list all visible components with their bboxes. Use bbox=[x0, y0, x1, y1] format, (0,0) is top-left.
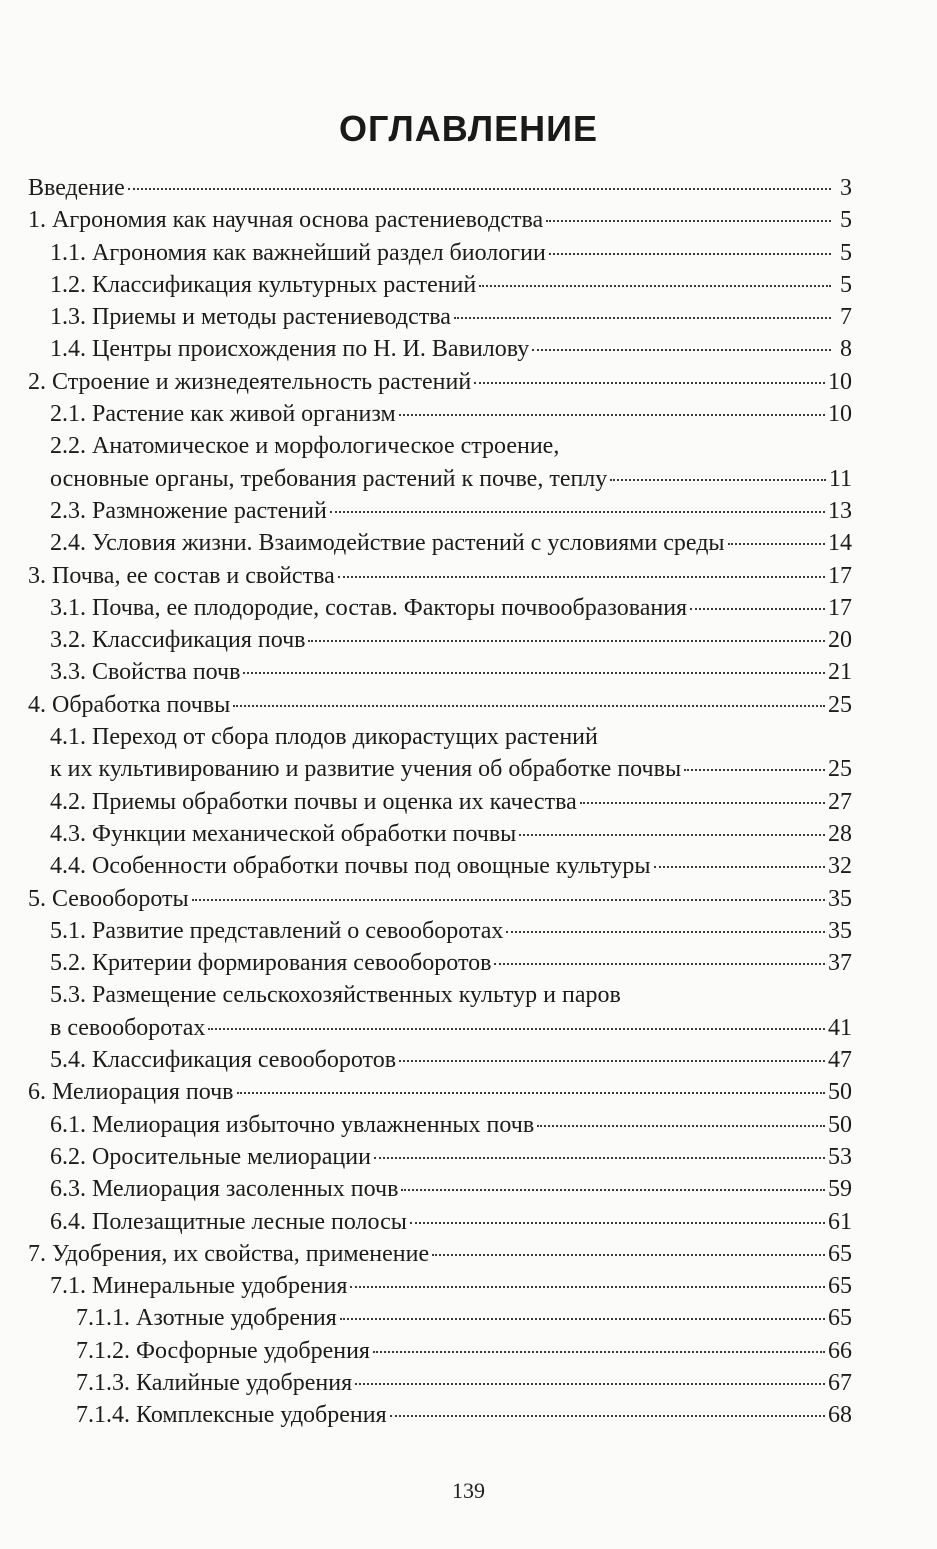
toc-entry-page: 21 bbox=[828, 659, 852, 686]
toc-entry-row bbox=[50, 753, 852, 785]
toc-entry-row bbox=[50, 301, 852, 333]
toc-entry-row bbox=[50, 1173, 852, 1205]
toc-entry-page: 68 bbox=[828, 1402, 852, 1429]
dot-leader bbox=[519, 834, 825, 836]
toc-entry-page: 53 bbox=[828, 1143, 852, 1170]
toc-entry-title: 3. Почва, ее состав и свойства bbox=[28, 562, 335, 589]
toc-entry bbox=[28, 301, 852, 333]
toc-entry-row bbox=[50, 495, 852, 527]
dot-leader bbox=[401, 1189, 825, 1191]
toc-entry-row bbox=[50, 398, 852, 430]
toc-entry-page: 50 bbox=[828, 1079, 852, 1106]
toc-entry-title: 1.1. Агрономия как важнейший раздел биологии bbox=[50, 239, 546, 266]
toc-entry-row bbox=[50, 430, 852, 462]
toc-entry bbox=[28, 721, 852, 753]
toc-entry-title: 7.1.3. Калийные удобрения bbox=[76, 1369, 353, 1396]
toc-entry-title: в севооборотах bbox=[50, 1014, 206, 1041]
toc-entry-row bbox=[28, 1076, 852, 1108]
dot-leader bbox=[340, 1318, 825, 1320]
toc-entry-title: 6.1. Мелиорация избыточно увлажненных почв bbox=[50, 1111, 535, 1138]
toc-entry-row bbox=[28, 1238, 852, 1270]
toc-entry-row bbox=[50, 656, 852, 688]
toc-entry-row bbox=[50, 592, 852, 624]
toc-entry-title: 3.2. Классификация почв bbox=[50, 627, 306, 654]
toc-entry-page: 65 bbox=[828, 1240, 852, 1267]
toc-entry bbox=[28, 1238, 852, 1270]
toc-entry bbox=[28, 818, 852, 850]
toc-entry bbox=[28, 624, 852, 656]
toc-entry-row bbox=[50, 721, 852, 753]
toc-entry-title: 2.3. Размножение растений bbox=[50, 497, 327, 524]
dot-leader bbox=[580, 802, 825, 804]
toc-entry-page: 5 bbox=[840, 271, 852, 298]
toc-entry-page: 13 bbox=[828, 497, 852, 524]
toc-entry-title: 1.2. Классификация культурных растений bbox=[50, 271, 477, 298]
dot-leader bbox=[728, 543, 825, 545]
toc-entry bbox=[28, 947, 852, 979]
toc-entry bbox=[28, 1302, 852, 1334]
toc-entry bbox=[28, 333, 852, 365]
toc-entry-row bbox=[76, 1399, 852, 1431]
toc-entry-row bbox=[50, 1270, 852, 1302]
toc-entry-row bbox=[50, 947, 852, 979]
dot-leader bbox=[684, 769, 825, 771]
toc-entry-row bbox=[50, 527, 852, 559]
page-number: 139 bbox=[452, 1478, 485, 1503]
toc-entry bbox=[28, 1044, 852, 1076]
toc-entry-row bbox=[50, 237, 852, 269]
dot-leader bbox=[237, 1092, 826, 1094]
toc-entry-title: 7.1.1. Азотные удобрения bbox=[76, 1305, 337, 1332]
dot-leader bbox=[454, 317, 831, 319]
dot-leader bbox=[243, 672, 825, 674]
toc-entry-row bbox=[50, 269, 852, 301]
toc-entry-title: 1.3. Приемы и методы растениеводства bbox=[50, 304, 451, 331]
toc-entry-title: 2. Строение и жизнедеятельность растений bbox=[28, 368, 472, 395]
toc-entry-title: 4.2. Приемы обработки почвы и оценка их качества bbox=[50, 788, 577, 815]
toc-entry-page: 25 bbox=[828, 691, 852, 718]
toc-entry-row bbox=[50, 1012, 852, 1044]
toc-entry-page: 7 bbox=[840, 304, 852, 331]
toc-entry-title: к их культивированию и развитие учения об обработке почвы bbox=[50, 756, 682, 783]
toc-entry-title: 5. Севообороты bbox=[28, 885, 189, 912]
toc-entry-title: 6.4. Полезащитные лесные полосы bbox=[50, 1208, 407, 1235]
toc-entry bbox=[28, 1173, 852, 1205]
toc-entry bbox=[28, 850, 852, 882]
toc-entry-title: 4.3. Функции механической обработки почвы bbox=[50, 820, 517, 847]
toc-entry bbox=[28, 495, 852, 527]
dot-leader bbox=[338, 576, 825, 578]
toc-entry-title: 4.4. Особенности обработки почвы под овощные культуры bbox=[50, 853, 651, 880]
dot-leader bbox=[474, 382, 825, 384]
dot-leader bbox=[373, 1351, 825, 1353]
dot-leader bbox=[390, 1415, 825, 1417]
dot-leader bbox=[410, 1222, 825, 1224]
toc-entry-title: 4.1. Переход от сбора плодов дикорастущих растений bbox=[50, 724, 598, 751]
toc-entry bbox=[28, 560, 852, 592]
dot-leader bbox=[654, 866, 825, 868]
toc-entry-title: 2.4. Условия жизни. Взаимодействие растений с условиями среды bbox=[50, 530, 725, 557]
toc-entry-page: 59 bbox=[828, 1176, 852, 1203]
toc-entry-row bbox=[50, 818, 852, 850]
toc-entry-row bbox=[50, 1109, 852, 1141]
toc-entry bbox=[28, 1109, 852, 1141]
toc-entry-page: 65 bbox=[828, 1305, 852, 1332]
dot-leader bbox=[610, 479, 826, 481]
toc-entry bbox=[28, 592, 852, 624]
toc-entry bbox=[28, 237, 852, 269]
toc-entry-title: 5.4. Классификация севооборотов bbox=[50, 1047, 397, 1074]
toc-entry-title: 5.1. Развитие представлений о севооборотах bbox=[50, 917, 504, 944]
toc-entry-page: 65 bbox=[828, 1273, 852, 1300]
toc-entry bbox=[28, 204, 852, 236]
toc-entry-page: 10 bbox=[828, 368, 852, 395]
toc-entry-page: 10 bbox=[828, 401, 852, 428]
dot-leader bbox=[399, 1060, 825, 1062]
toc-entry bbox=[28, 1335, 852, 1367]
toc-entry bbox=[28, 172, 852, 204]
toc-entry-page: 3 bbox=[840, 175, 852, 201]
toc-entry-row bbox=[28, 689, 852, 721]
toc-entry-page: 25 bbox=[828, 756, 852, 783]
toc-entry bbox=[28, 1076, 852, 1108]
toc-entry-title: 2.2. Анатомическое и морфологическое строение, bbox=[50, 433, 560, 460]
toc-entry-row bbox=[28, 204, 852, 236]
dot-leader bbox=[233, 705, 825, 707]
toc-entry-page: 50 bbox=[828, 1111, 852, 1138]
toc-entry-row bbox=[50, 1044, 852, 1076]
toc-entry bbox=[28, 753, 852, 785]
toc-entry-row bbox=[28, 560, 852, 592]
toc-entry-row bbox=[28, 172, 852, 204]
toc-entry bbox=[28, 1399, 852, 1431]
dot-leader bbox=[546, 220, 831, 222]
dot-leader bbox=[330, 511, 825, 513]
dot-leader bbox=[532, 349, 831, 351]
dot-leader bbox=[355, 1383, 825, 1385]
toc-entry bbox=[28, 269, 852, 301]
toc-entry-row bbox=[50, 850, 852, 882]
toc-entry bbox=[28, 979, 852, 1011]
toc-entry-page: 8 bbox=[840, 336, 852, 363]
dot-leader bbox=[549, 253, 831, 255]
dot-leader bbox=[399, 414, 825, 416]
toc-entry bbox=[28, 689, 852, 721]
toc-entry bbox=[28, 398, 852, 430]
toc-entry-page: 35 bbox=[828, 917, 852, 944]
toc-entry-page: 17 bbox=[828, 562, 852, 589]
toc-entry-page: 17 bbox=[828, 594, 852, 621]
toc-entry-row bbox=[50, 1206, 852, 1238]
toc-entry-page: 35 bbox=[828, 885, 852, 912]
toc-entry-row bbox=[50, 624, 852, 656]
toc-entry bbox=[28, 1012, 852, 1044]
dot-leader bbox=[506, 931, 825, 933]
dot-leader bbox=[479, 285, 831, 287]
dot-leader bbox=[192, 899, 825, 901]
toc-entry-title: 4. Обработка почвы bbox=[28, 691, 231, 718]
toc-entry bbox=[28, 1367, 852, 1399]
toc-entry bbox=[28, 1141, 852, 1173]
toc-entry-page: 5 bbox=[840, 207, 852, 234]
toc-entry-title: 5.2. Критерии формирования севооборотов bbox=[50, 950, 492, 977]
toc-entry-title: 7.1.4. Комплексные удобрения bbox=[76, 1402, 387, 1429]
toc-entry-page: 28 bbox=[828, 820, 852, 847]
toc-entry-page: 67 bbox=[828, 1369, 852, 1396]
toc-entry-page: 37 bbox=[828, 950, 852, 977]
toc-entry-title: 3.1. Почва, ее плодородие, состав. Факторы почвообразования bbox=[50, 594, 688, 621]
toc-entry-row bbox=[76, 1302, 852, 1334]
toc-entry-title: 7. Удобрения, их свойства, применение bbox=[28, 1240, 430, 1267]
toc-entry bbox=[28, 656, 852, 688]
toc-entry-row bbox=[76, 1367, 852, 1399]
toc-entry bbox=[28, 527, 852, 559]
toc-entry-title: Введение bbox=[28, 175, 125, 201]
page-title: ОГЛАВЛЕНИЕ bbox=[338, 108, 599, 149]
toc-entry-page: 47 bbox=[828, 1047, 852, 1074]
dot-leader bbox=[494, 963, 825, 965]
toc-entry-title: 2.1. Растение как живой организм bbox=[50, 401, 396, 428]
dot-leader bbox=[308, 640, 825, 642]
toc-entry-page: 41 bbox=[828, 1014, 852, 1041]
toc-entry bbox=[28, 786, 852, 818]
toc-entry-title: основные органы, требования растений к почве, теплу bbox=[50, 465, 608, 492]
toc-entry-page: 20 bbox=[828, 627, 852, 654]
toc-entry-page: 14 bbox=[828, 530, 852, 557]
dot-leader bbox=[374, 1157, 825, 1159]
toc-entry bbox=[28, 883, 852, 915]
toc-entry-title: 7.1.2. Фосфорные удобрения bbox=[76, 1337, 370, 1364]
toc-entry bbox=[28, 915, 852, 947]
toc-entry-title: 7.1. Минеральные удобрения bbox=[50, 1273, 348, 1300]
toc-entry-row bbox=[50, 915, 852, 947]
toc-entry-page: 27 bbox=[828, 788, 852, 815]
table-of-contents bbox=[28, 172, 852, 1432]
toc-entry bbox=[28, 430, 852, 462]
toc-entry-row bbox=[50, 1141, 852, 1173]
toc-entry-page: 66 bbox=[828, 1337, 852, 1364]
toc-entry-row bbox=[50, 463, 852, 495]
dot-leader bbox=[537, 1125, 825, 1127]
dot-leader bbox=[690, 608, 825, 610]
dot-leader bbox=[350, 1286, 825, 1288]
toc-entry-title: 6.3. Мелиорация засоленных почв bbox=[50, 1176, 399, 1203]
dot-leader bbox=[208, 1028, 825, 1030]
toc-entry-page: 11 bbox=[828, 465, 852, 492]
toc-entry-title: 5.3. Размещение сельскохозяйственных культур и паров bbox=[50, 982, 621, 1009]
toc-entry-row bbox=[50, 979, 852, 1011]
toc-entry-row bbox=[50, 333, 852, 365]
toc-entry bbox=[28, 1206, 852, 1238]
toc-entry-page: 5 bbox=[840, 239, 852, 266]
toc-entry-row bbox=[76, 1335, 852, 1367]
toc-entry bbox=[28, 366, 852, 398]
toc-entry-row bbox=[28, 883, 852, 915]
toc-entry-page: 61 bbox=[828, 1208, 852, 1235]
toc-entry-row bbox=[50, 786, 852, 818]
toc-entry-page: 32 bbox=[828, 853, 852, 880]
toc-entry-row bbox=[28, 366, 852, 398]
toc-entry-title: 1.4. Центры происхождения по Н. И. Вавилову bbox=[50, 336, 530, 363]
toc-entry bbox=[28, 463, 852, 495]
dot-leader bbox=[432, 1254, 825, 1256]
toc-entry-title: 6.2. Оросительные мелиорации bbox=[50, 1143, 371, 1170]
toc-entry-title: 1. Агрономия как научная основа растениеводства bbox=[28, 207, 544, 234]
toc-entry-title: 6. Мелиорация почв bbox=[28, 1079, 234, 1106]
dot-leader bbox=[128, 188, 831, 190]
toc-entry bbox=[28, 1270, 852, 1302]
toc-entry-title: 3.3. Свойства почв bbox=[50, 659, 241, 686]
